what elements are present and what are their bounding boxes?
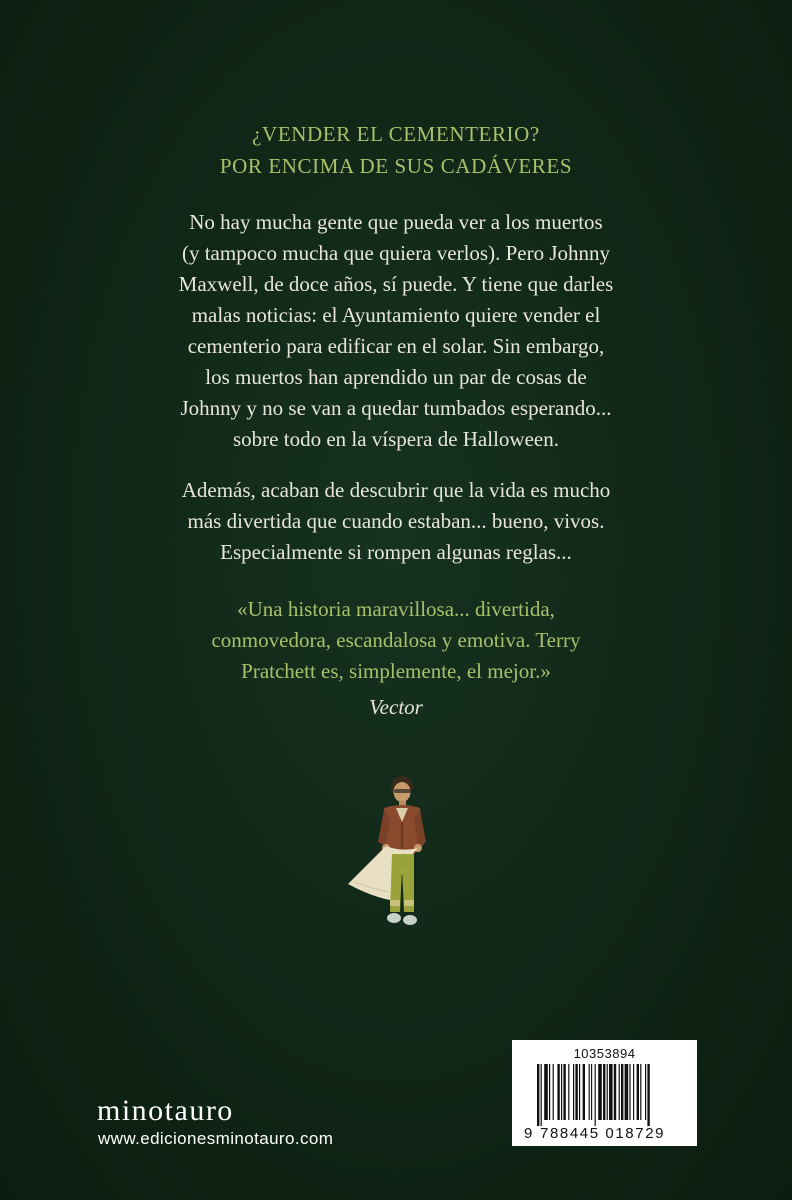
barcode-bar [561, 1064, 562, 1120]
barcode-bar [633, 1064, 634, 1120]
barcode-bar [647, 1064, 649, 1126]
boy-illustration [340, 772, 450, 937]
barcode-bar [645, 1064, 646, 1120]
blurb-line: Además, acaban de descubrir que la vida es mucho [181, 478, 611, 502]
quote-line: Pratchett es, simplemente, el mejor.» [241, 659, 551, 683]
barcode-code: 10353894 [573, 1046, 636, 1061]
barcode-bar [553, 1064, 554, 1120]
headline [0, 118, 792, 182]
barcode-bar [575, 1064, 577, 1120]
quote-line: conmovedora, escandalosa y emotiva. Terry [211, 628, 581, 652]
barcode-bar [563, 1064, 565, 1120]
isbn-number: 788445 018729 [540, 1125, 666, 1142]
barcode-bar [621, 1064, 623, 1120]
barcode-bar [609, 1064, 613, 1120]
headline-line-2: POR ENCIMA DE SUS CADÁVERES [219, 154, 573, 178]
barcode-bar [640, 1064, 641, 1120]
barcode-bar [629, 1064, 630, 1120]
barcode-bar [607, 1064, 608, 1120]
barcode-bar [583, 1064, 585, 1120]
quote-line: «Una historia maravillosa... divertida, [237, 597, 555, 621]
isbn-lead-digit: 9 [524, 1125, 533, 1142]
publisher-logo: minotauro [97, 1094, 234, 1127]
blurb-line: Maxwell, de doce años, sí puede. Y tiene que darles [178, 272, 614, 296]
blurb-line: más divertida que cuando estaban... bueno, vivos. [187, 509, 605, 533]
barcode-bar [637, 1064, 639, 1120]
barcode-bar [549, 1064, 550, 1120]
blurb-line: (y tampoco mucha que quiera verlos). Pero Johnny [181, 241, 611, 265]
barcode-bar [557, 1064, 559, 1120]
barcode-bar [544, 1064, 548, 1120]
barcode-bar [568, 1064, 569, 1120]
blurb-line: los muertos han aprendido un par de cosas de [205, 365, 587, 389]
barcode-bar [614, 1064, 616, 1120]
barcode-bar [598, 1064, 602, 1120]
blurb-line: cementerio para edificar en el solar. Sin embargo, [187, 334, 605, 358]
barcode-bars [537, 1064, 687, 1126]
barcode-label [512, 1040, 697, 1146]
barcode-bar [591, 1064, 592, 1120]
blurb-line: Especialmente si rompen algunas reglas... [220, 540, 572, 564]
blurb-line: sobre todo en la víspera de Halloween. [233, 427, 559, 451]
blurb-line: No hay mucha gente que pueda ver a los muertos [189, 210, 603, 234]
barcode-bar [541, 1064, 542, 1126]
barcode-bar [589, 1064, 590, 1120]
blurb-line: Johnny y no se van a quedar tumbados esperando... [180, 396, 612, 420]
barcode-bar [595, 1064, 596, 1126]
publisher-website: www.edicionesminotauro.com [98, 1129, 334, 1148]
blurb-paragraph-2 [0, 475, 792, 568]
headline-line-1: ¿VENDER EL CEMENTERIO? [252, 122, 540, 146]
barcode-bar [537, 1064, 539, 1126]
barcode-bar [579, 1064, 580, 1120]
blurb-line: malas noticias: el Ayuntamiento quiere vender el [191, 303, 601, 327]
barcode-bar [573, 1064, 574, 1120]
review-quote [0, 594, 792, 687]
quote-source: Vector [369, 695, 423, 719]
barcode-bar [625, 1064, 629, 1120]
barcode-bar [619, 1064, 620, 1120]
blurb-paragraph-1 [0, 207, 792, 455]
barcode-bar [603, 1064, 605, 1120]
